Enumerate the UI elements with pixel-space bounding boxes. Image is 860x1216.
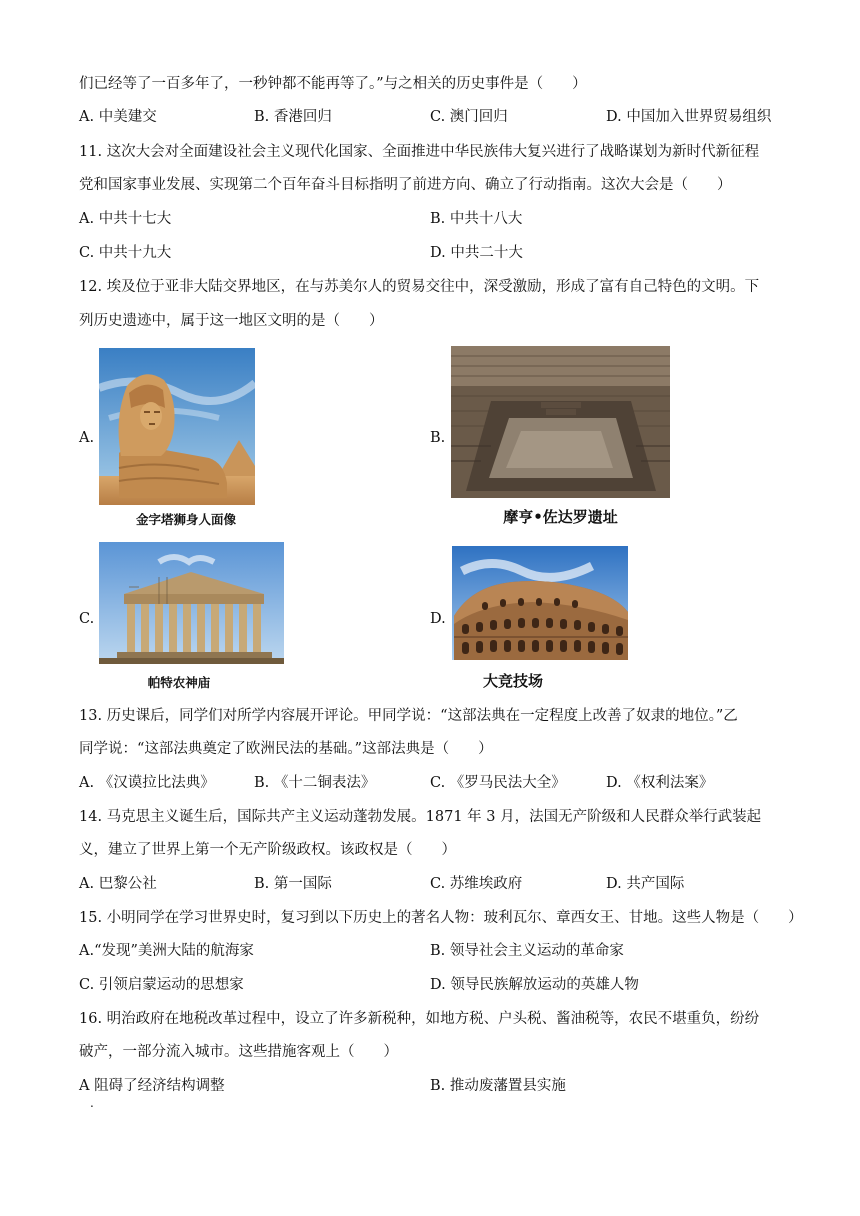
parthenon-photo [99, 542, 284, 664]
q15-option-c: C. 引领启蒙运动的思想家 [79, 977, 244, 993]
q11-option-c: C. 中共十九大 [79, 245, 172, 261]
q12-figure-b-caption: 摩亨•佐达罗遗址 [503, 508, 618, 526]
q12-figure-d-label: D. [430, 611, 446, 627]
q15-option-d: D. 领导民族解放运动的英雄人物 [430, 977, 639, 993]
stray-mark: . [90, 1096, 94, 1110]
q14-option-a: A. 巴黎公社 [79, 876, 157, 892]
q13-option-a: A. 《汉谟拉比法典》 [79, 775, 215, 791]
q13-option-b: B. 《十二铜表法》 [254, 775, 376, 791]
q16-stem-line-1: 16. 明治政府在地税改革过程中，设立了许多新税种，如地方税、户头税、酱油税等，农民不堪重负，纷纷 [79, 1011, 760, 1027]
q15-option-a: A.“发现”美洲大陆的航海家 [79, 943, 254, 959]
q14-option-b: B. 第一国际 [254, 876, 332, 892]
q11-option-d: D. 中共二十大 [430, 245, 523, 261]
q13-stem-line-2: 同学说：“这部法典奠定了欧洲民法的基础。”这部法典是（ ） [79, 741, 493, 757]
q13-option-d: D. 《权利法案》 [606, 775, 714, 791]
q13-stem-line-1: 13. 历史课后，同学们对所学内容展开评论。甲同学说：“这部法典在一定程度上改善了奴隶的地位。”乙 [79, 708, 738, 724]
q14-stem-line-2: 义，建立了世界上第一个无产阶级政权。该政权是（ ） [79, 842, 456, 858]
q11-option-b: B. 中共十八大 [430, 211, 523, 227]
q12-figure-d-caption: 大竞技场 [482, 672, 543, 690]
q10-option-a: A. 中美建交 [79, 109, 157, 125]
q16-stem-line-2: 破产，一部分流入城市。这些措施客观上（ ） [79, 1044, 398, 1060]
q10-option-c: C. 澳门回归 [430, 109, 508, 125]
q16-option-a: A 阻碍了经济结构调整 [79, 1078, 225, 1094]
q14-stem-line-1: 14. 马克思主义诞生后，国际共产主义运动蓬勃发展。1871 年 3 月，法国无产阶级和人民群众举行武装起 [79, 809, 762, 825]
q15-stem-line-1: 15. 小明同学在学习世界史时，复习到以下历史上的著名人物：玻利瓦尔、章西女王、甘地。这些人物是（ ） [79, 910, 803, 926]
q14-option-d: D. 共产国际 [606, 876, 685, 892]
colosseum-photo [452, 546, 628, 660]
q15-option-b: B. 领导社会主义运动的革命家 [430, 943, 624, 959]
sphinx-photo [99, 348, 255, 505]
q10-stem-tail: 们已经等了一百多年了，一秒钟都不能再等了。”与之相关的历史事件是（ ） [79, 76, 587, 92]
q12-figure-c-caption: 帕特农神庙 [147, 675, 211, 690]
q11-stem-line-2: 党和国家事业发展、实现第二个百年奋斗目标指明了前进方向、确立了行动指南。这次大会是（ ） [79, 177, 732, 193]
q13-option-c: C. 《罗马民法大全》 [430, 775, 566, 791]
q14-option-c: C. 苏维埃政府 [430, 876, 523, 892]
q12-stem-line-1: 12. 埃及位于亚非大陆交界地区，在与苏美尔人的贸易交往中，深受激励，形成了富有自己特色的文明。下 [79, 279, 760, 295]
q11-stem-line-1: 11. 这次大会对全面建设社会主义现代化国家、全面推进中华民族伟大复兴进行了战略谋划为新时代新征程 [79, 144, 760, 160]
mohenjo-daro-photo [451, 346, 670, 498]
q12-stem-line-2: 列历史遗迹中，属于这一地区文明的是（ ） [79, 313, 384, 329]
q10-option-b: B. 香港回归 [254, 109, 332, 125]
q12-figure-b-label: B. [430, 430, 446, 446]
q10-option-d: D. 中国加入世界贸易组织 [606, 109, 772, 125]
q12-figure-a-label: A. [79, 430, 95, 446]
q16-option-b: B. 推动废藩置县实施 [430, 1078, 566, 1094]
q12-figure-a-caption: 金字塔狮身人面像 [135, 512, 236, 527]
q11-option-a: A. 中共十七大 [79, 211, 172, 227]
q12-figure-c-label: C. [79, 611, 95, 627]
